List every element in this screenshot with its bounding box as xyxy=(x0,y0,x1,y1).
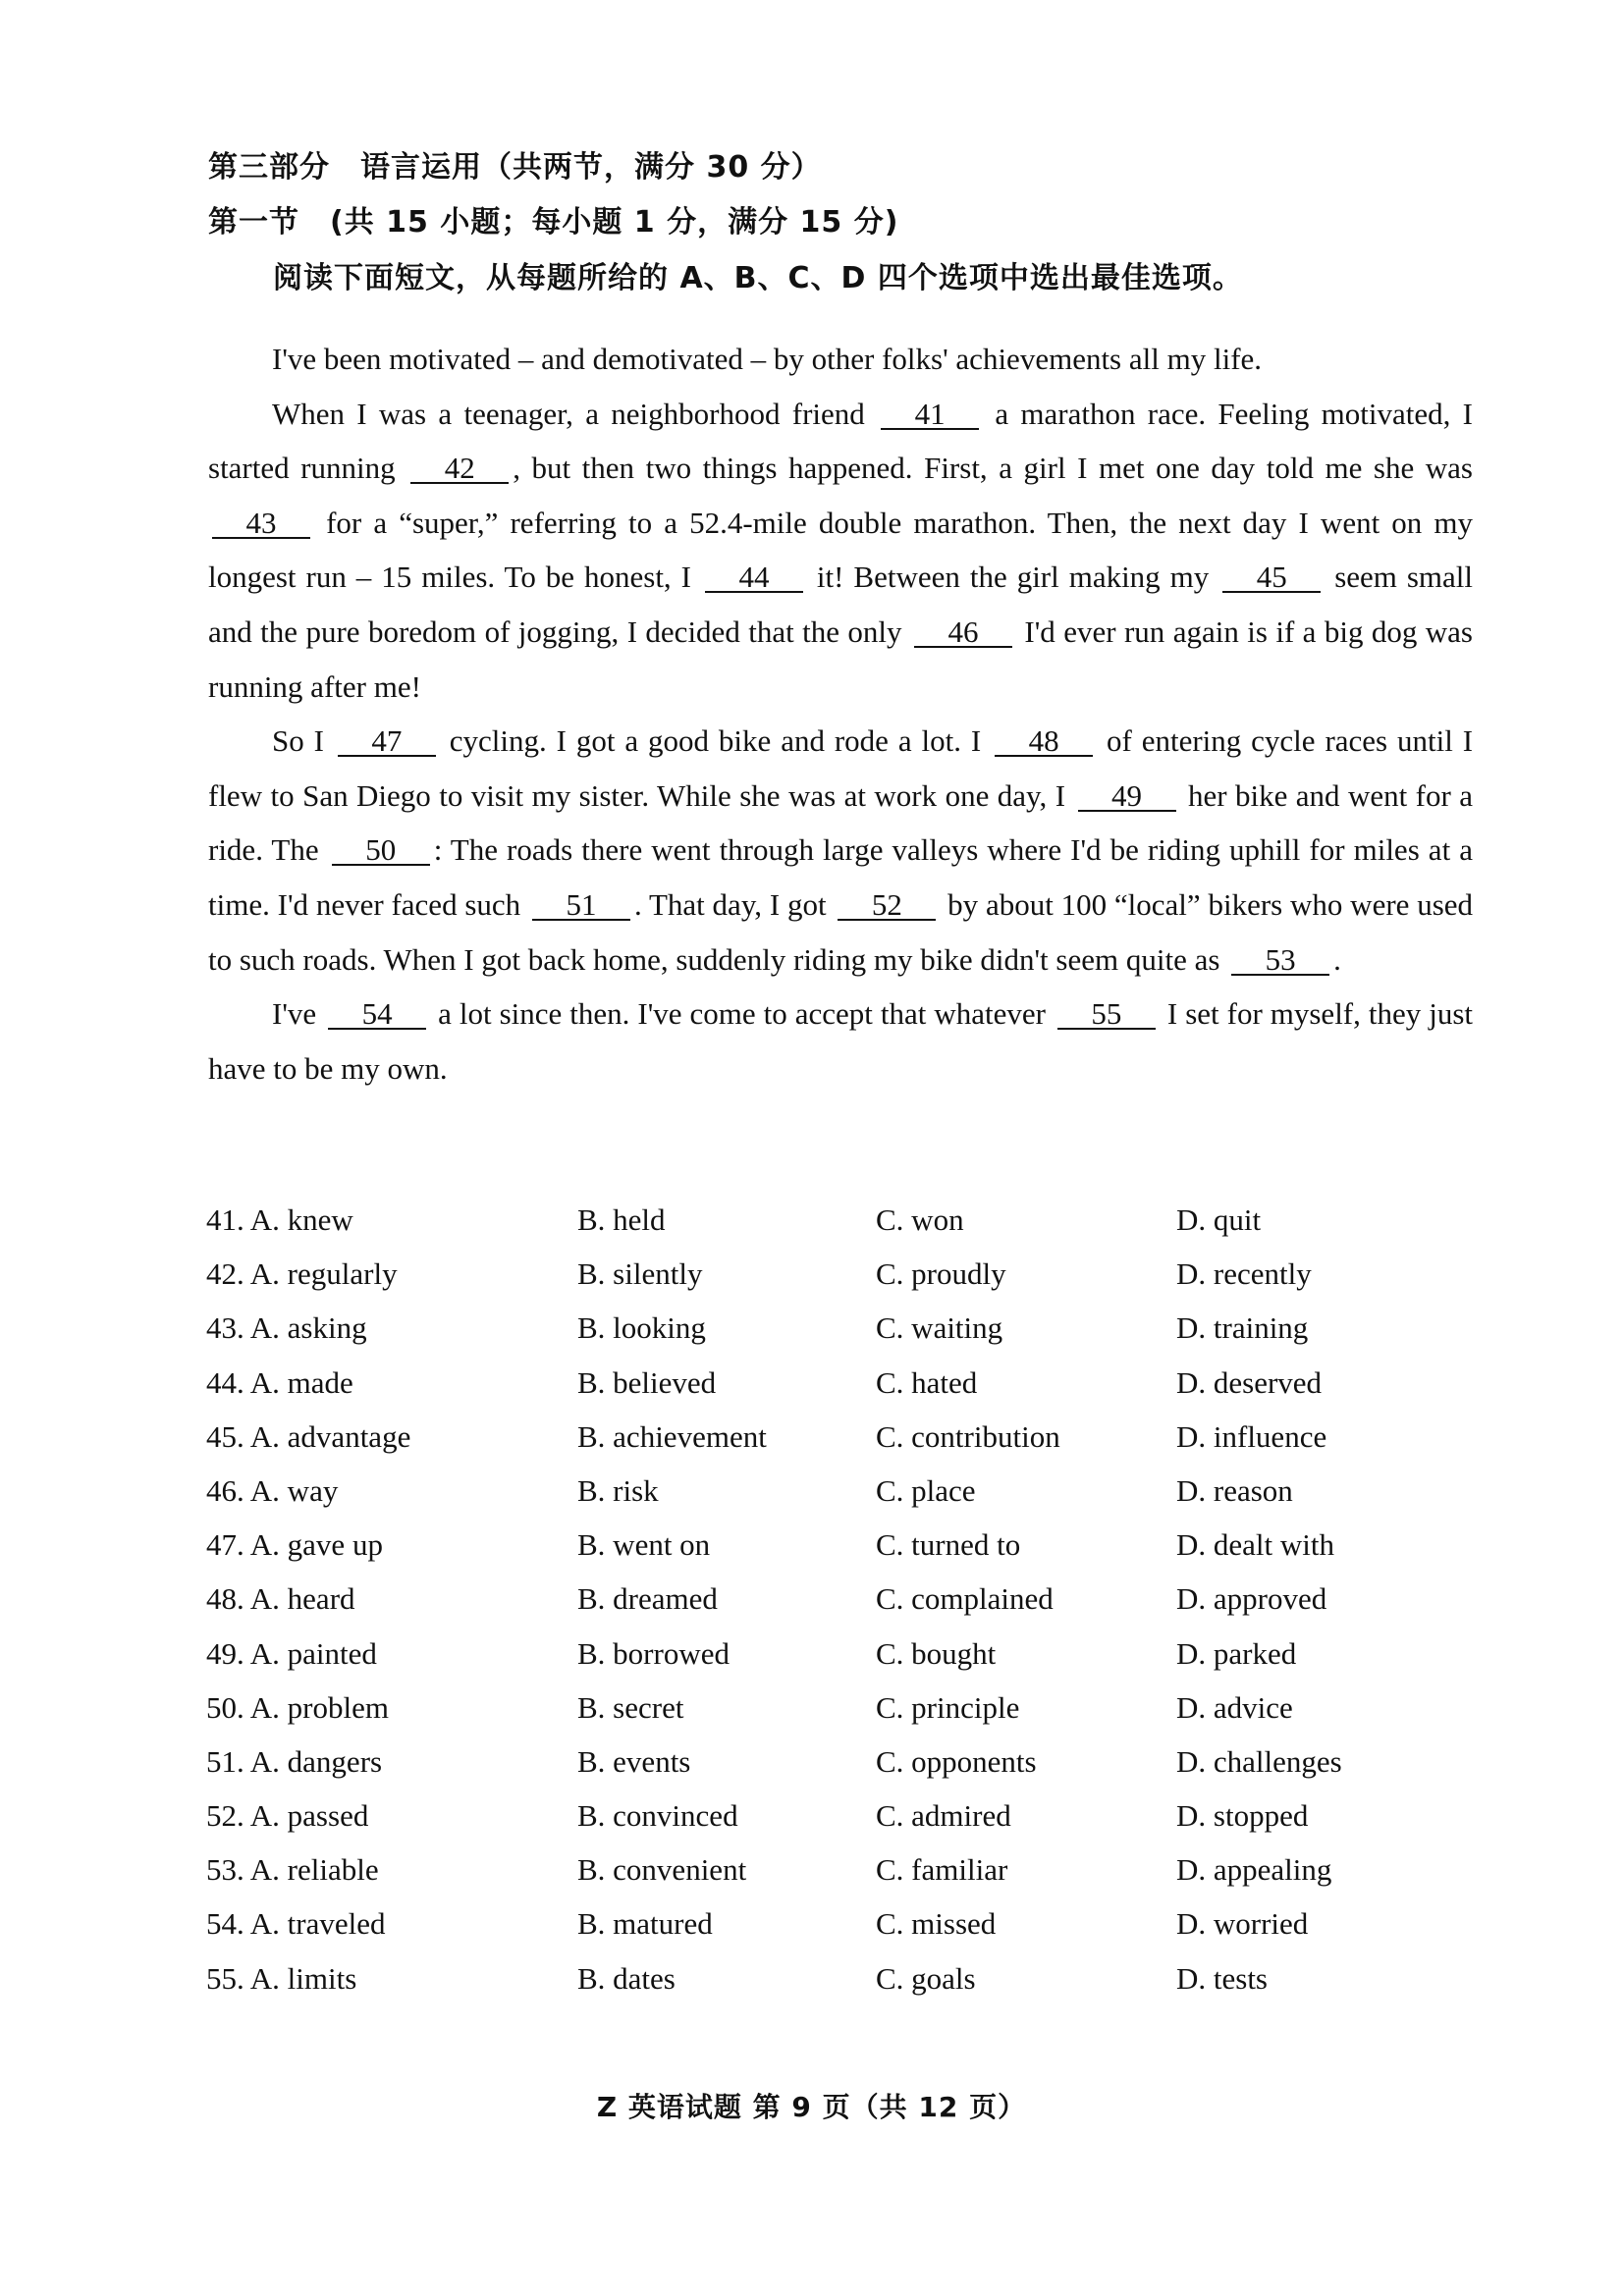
option-d: D. challenges xyxy=(1176,1743,1342,1779)
option-b: B. borrowed xyxy=(577,1635,730,1671)
option-d: D. recently xyxy=(1176,1256,1312,1292)
option-b: B. convenient xyxy=(577,1852,747,1888)
blank-55: 55 xyxy=(1057,1000,1156,1030)
option-b: B. looking xyxy=(577,1310,706,1346)
passage-text: seem small and the pure boredom of jogging, I decided that the only xyxy=(208,560,1474,649)
option-d: D. deserved xyxy=(1176,1364,1323,1400)
option-d: D. advice xyxy=(1176,1689,1293,1725)
blank-42: 42 xyxy=(410,454,509,484)
blank-46: 46 xyxy=(914,618,1012,648)
reading-passage xyxy=(208,332,1473,1095)
option-c: C. won xyxy=(876,1202,964,1237)
option-row-49 xyxy=(206,1636,1483,1690)
passage-paragraph-1 xyxy=(208,332,1473,387)
option-c: C. waiting xyxy=(876,1310,1003,1346)
passage-text: : The roads there went through large valleys where I'd be riding uphill for miles at a time. I'd never faced such xyxy=(208,832,1473,922)
option-row-47 xyxy=(206,1527,1483,1581)
option-d: D. quit xyxy=(1176,1202,1262,1237)
option-d: D. training xyxy=(1176,1310,1309,1346)
option-b: B. convinced xyxy=(577,1798,738,1834)
passage-text: . xyxy=(1333,941,1341,977)
option-c: C. admired xyxy=(876,1798,1011,1834)
passage-text: by about 100 “local” bikers who were used to such roads. When I got back home, suddenly riding my bike didn't seem quite as xyxy=(208,886,1474,977)
option-row-54 xyxy=(206,1906,1483,1960)
option-a: 45. A. advantage xyxy=(206,1418,411,1454)
option-row-44 xyxy=(206,1365,1483,1419)
blank-49: 49 xyxy=(1078,782,1176,812)
part-title: 第三部分 语言运用（共两节，满分 30 分） xyxy=(208,150,822,185)
option-row-55 xyxy=(206,1961,1483,2015)
blank-44: 44 xyxy=(705,563,803,593)
option-c: C. missed xyxy=(876,1906,997,1942)
option-c: C. complained xyxy=(876,1581,1054,1617)
option-row-53 xyxy=(206,1852,1483,1906)
option-d: D. approved xyxy=(1176,1581,1327,1617)
option-b: B. secret xyxy=(577,1689,684,1725)
option-a: 51. A. dangers xyxy=(206,1743,383,1779)
blank-52: 52 xyxy=(838,891,936,921)
option-a: 54. A. traveled xyxy=(206,1906,386,1942)
option-c: C. proudly xyxy=(876,1256,1006,1292)
blank-51: 51 xyxy=(532,891,630,921)
option-a: 52. A. passed xyxy=(206,1798,369,1834)
answer-options xyxy=(206,1202,1483,2015)
option-c: C. familiar xyxy=(876,1852,1008,1888)
option-a: 49. A. painted xyxy=(206,1635,377,1671)
passage-text: a lot since then. I've come to accept that whatever xyxy=(438,996,1046,1032)
option-row-46 xyxy=(206,1473,1483,1527)
passage-text: I've been motivated – and demotivated – by other folks' achievements all my life. xyxy=(272,342,1263,376)
option-c: C. principle xyxy=(876,1689,1020,1725)
section-title: 第一节 (共 15 小题；每小题 1 分，满分 15 分) xyxy=(208,205,899,240)
blank-47: 47 xyxy=(338,727,436,757)
option-d: D. dealt with xyxy=(1176,1527,1334,1563)
option-c: C. hated xyxy=(876,1364,978,1400)
passage-text: her bike and went for a ride. The xyxy=(208,777,1474,868)
option-a: 50. A. problem xyxy=(206,1689,389,1725)
passage-text: . That day, I got xyxy=(633,886,827,922)
option-row-50 xyxy=(206,1690,1483,1744)
blank-50: 50 xyxy=(332,836,430,866)
option-row-48 xyxy=(206,1581,1483,1635)
passage-text: for a “super,” referring to a 52.4-mile double marathon. Then, the next day I went on my longest run – 15 miles. To be honest, I xyxy=(208,505,1474,595)
option-c: C. goals xyxy=(876,1960,976,1996)
passage-text: of entering cycle races until I flew to San Diego to visit my sister. While she was at work one day, I xyxy=(208,723,1474,813)
option-a: 47. A. gave up xyxy=(206,1527,383,1563)
option-c: C. turned to xyxy=(876,1527,1021,1563)
option-a: 44. A. made xyxy=(206,1364,353,1400)
passage-text: I'd ever run again is if a big dog was running after me! xyxy=(208,614,1473,704)
blank-53: 53 xyxy=(1231,946,1329,976)
option-a: 42. A. regularly xyxy=(206,1256,398,1292)
passage-text: So I xyxy=(272,723,324,759)
option-d: D. appealing xyxy=(1176,1852,1332,1888)
option-b: B. achievement xyxy=(577,1418,767,1454)
option-d: D. reason xyxy=(1176,1472,1293,1508)
passage-text: it! Between the girl making my xyxy=(816,560,1210,595)
option-row-52 xyxy=(206,1798,1483,1852)
passage-paragraph-3 xyxy=(208,714,1473,987)
blank-48: 48 xyxy=(995,727,1093,757)
option-b: B. events xyxy=(577,1743,691,1779)
passage-text: a marathon race. Feeling motivated, I started running xyxy=(208,396,1474,486)
option-c: C. bought xyxy=(876,1635,997,1671)
option-d: D. stopped xyxy=(1176,1798,1309,1834)
option-d: D. worried xyxy=(1176,1906,1309,1942)
option-b: B. believed xyxy=(577,1364,717,1400)
option-d: D. parked xyxy=(1176,1635,1297,1671)
option-b: B. matured xyxy=(577,1906,713,1942)
instruction-text: 阅读下面短文，从每题所给的 A、B、C、D 四个选项中选出最佳选项。 xyxy=(273,261,1243,295)
option-a: 53. A. reliable xyxy=(206,1852,379,1888)
option-d: D. tests xyxy=(1176,1960,1268,1996)
blank-45: 45 xyxy=(1222,563,1321,593)
option-row-51 xyxy=(206,1744,1483,1798)
option-c: C. opponents xyxy=(876,1743,1037,1779)
option-row-42 xyxy=(206,1256,1483,1310)
option-row-43 xyxy=(206,1310,1483,1364)
option-b: B. dates xyxy=(577,1960,676,1996)
blank-41: 41 xyxy=(881,400,979,430)
option-a: 41. A. knew xyxy=(206,1202,353,1237)
passage-text: I've xyxy=(272,996,317,1032)
option-b: B. held xyxy=(577,1202,666,1237)
option-c: C. contribution xyxy=(876,1418,1060,1454)
blank-43: 43 xyxy=(212,509,310,539)
option-row-41 xyxy=(206,1202,1483,1256)
passage-text: , but then two things happened. First, a girl I met one day told me she was xyxy=(513,451,1473,486)
page-footer: Z 英语试题 第 9 页（共 12 页） xyxy=(596,2091,1027,2123)
option-d: D. influence xyxy=(1176,1418,1327,1454)
option-a: 43. A. asking xyxy=(206,1310,367,1346)
option-b: B. went on xyxy=(577,1527,711,1563)
passage-text: I set for myself, they just have to be my own. xyxy=(208,996,1474,1086)
option-c: C. place xyxy=(876,1472,976,1508)
passage-paragraph-2 xyxy=(208,387,1473,715)
passage-paragraph-4 xyxy=(208,987,1473,1095)
blank-54: 54 xyxy=(328,1000,426,1030)
passage-text: When I was a teenager, a neighborhood friend xyxy=(272,396,865,431)
option-b: B. risk xyxy=(577,1472,659,1508)
option-a: 46. A. way xyxy=(206,1472,339,1508)
option-b: B. silently xyxy=(577,1256,703,1292)
passage-text: cycling. I got a good bike and rode a lot. I xyxy=(449,723,982,759)
option-a: 48. A. heard xyxy=(206,1581,355,1617)
option-row-45 xyxy=(206,1419,1483,1473)
option-b: B. dreamed xyxy=(577,1581,718,1617)
option-a: 55. A. limits xyxy=(206,1960,357,1996)
